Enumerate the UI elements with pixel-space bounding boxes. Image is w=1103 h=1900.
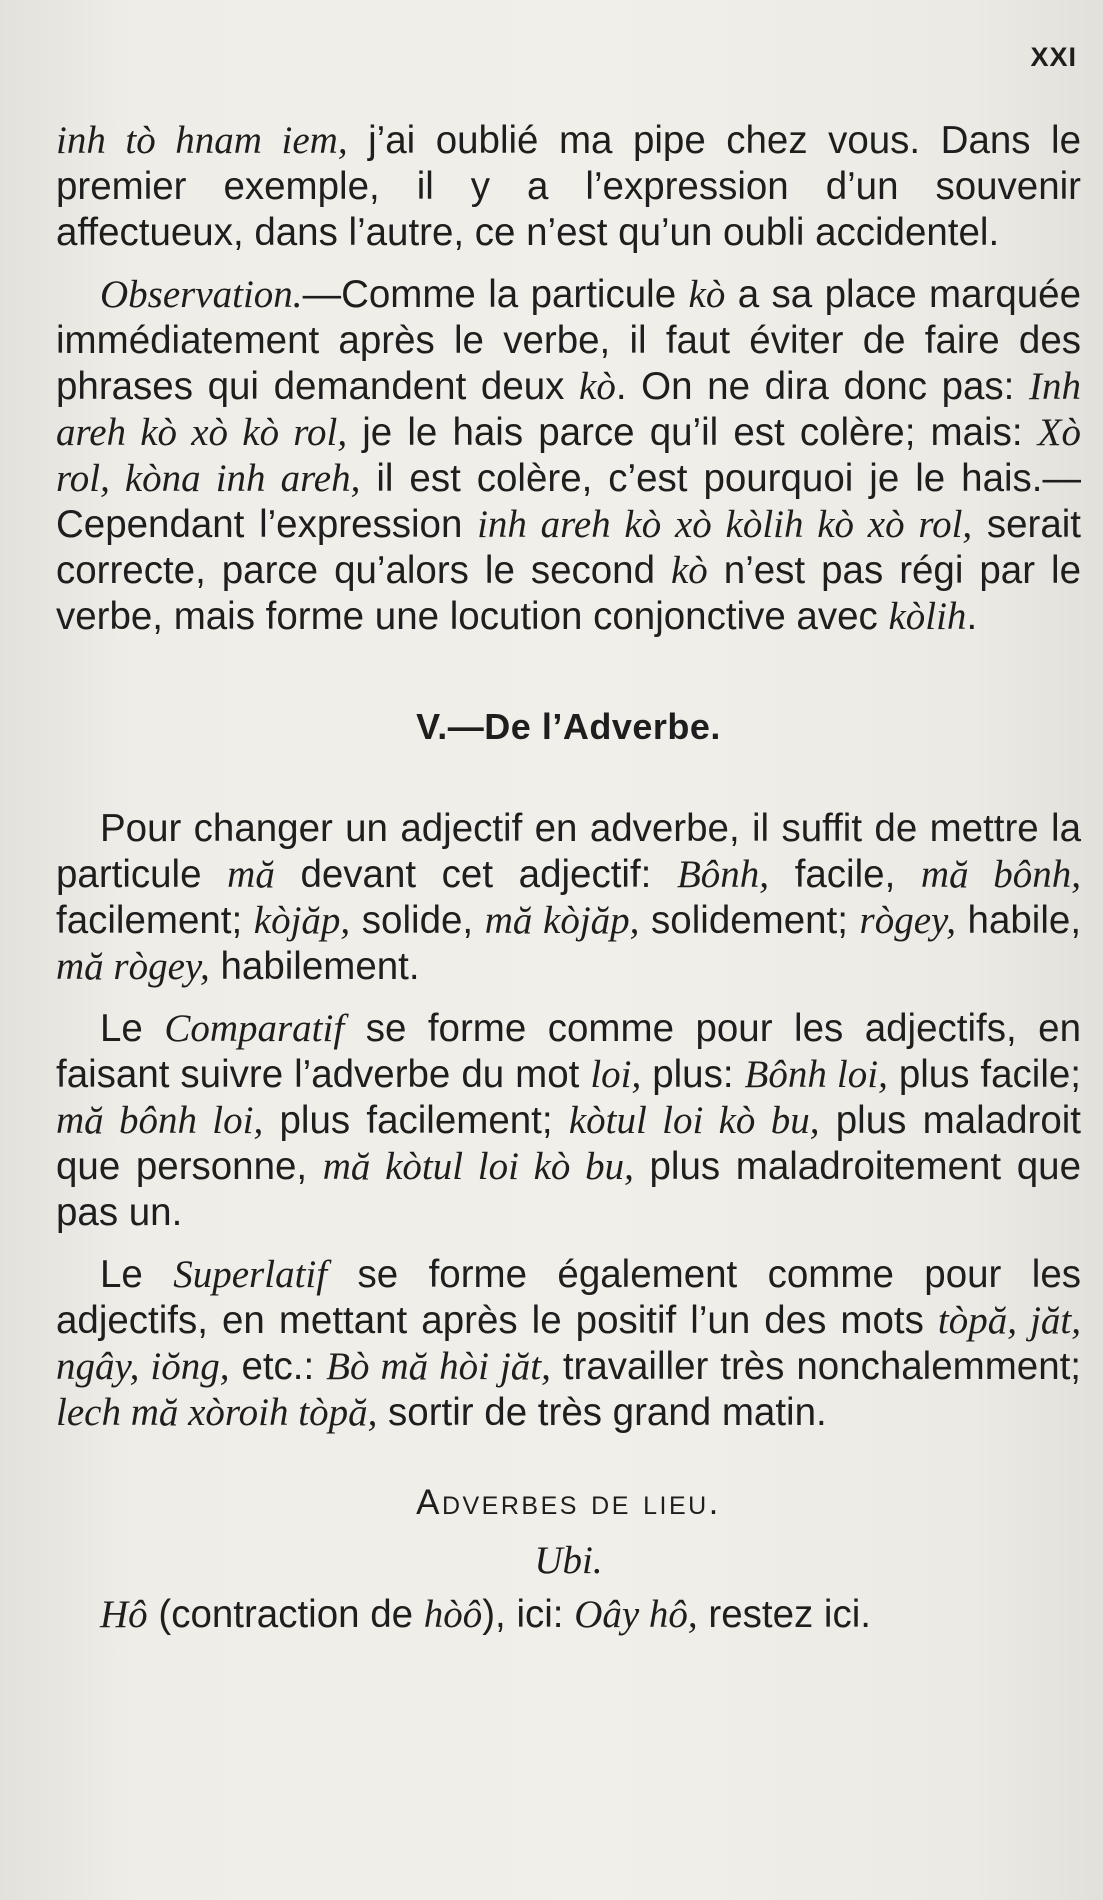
phrase-italic: rògey, [859, 899, 956, 942]
text-run: . On ne dira donc pas: [615, 365, 1029, 408]
text-run: n’est pas régi par le verbe, mais forme une locution conjonctive avec [56, 549, 1081, 638]
phrase-italic: kòjăp, [253, 899, 351, 942]
text-run: plus maladroitement que pas un. [56, 1145, 1081, 1234]
text-run: j’ai oublié ma pipe chez vous. Dans le premier exemple, il y a l’expression d’un souvenir affectueux, dans l’autre, ce n’est qu’un oubli accidentel. [56, 119, 1082, 254]
text-run: je le hais parce qu’il est colère; mais: [347, 411, 1038, 454]
section-heading: V.—De l’Adverbe. [416, 706, 721, 747]
text-run: Le [100, 1007, 165, 1050]
text-run: habile, [955, 899, 1082, 942]
phrase-italic: Ubi. [534, 1539, 603, 1582]
paragraph-observation [56, 272, 1081, 640]
text-run: Pour changer un adjectif en adverbe, il suffit de mettre la particule [56, 807, 1081, 896]
phrase-italic: kò [688, 273, 726, 316]
phrase-italic: inh areh kò xò kòlih kò xò rol, [477, 503, 973, 546]
text-run: . [966, 595, 978, 638]
phrase-italic: mă [227, 853, 275, 896]
text-run: plus facile; [887, 1053, 1082, 1096]
text-run: (contraction de [147, 1593, 424, 1636]
paragraph-adverb [56, 806, 1081, 990]
paragraph-ho [56, 1592, 1081, 1638]
text-run: ), ici: [482, 1593, 575, 1636]
phrase-italic: Hô [100, 1593, 148, 1636]
text-run: facilement; [56, 899, 254, 942]
subheading: Adverbes de lieu. [416, 1483, 721, 1522]
phrase-italic: loi, [590, 1053, 642, 1096]
phrase-italic: mă kòtul loi kò bu, [322, 1145, 634, 1188]
phrase-italic: Bò mă hòi jăt, [326, 1345, 551, 1388]
text-run: restez ici. [697, 1593, 871, 1636]
text-run: plus: [641, 1053, 745, 1096]
paragraph-continuation [56, 118, 1081, 256]
phrase-italic: tòpă, jăt, ngây, iŏng, [56, 1299, 1082, 1388]
text-run: solide, [350, 899, 485, 942]
text-run: solidement; [639, 899, 860, 942]
phrase-italic: Oây hô, [574, 1593, 698, 1636]
phrase-italic: mă bônh loi, [56, 1099, 264, 1142]
paragraph-comparatif [56, 1006, 1081, 1236]
latin-heading [56, 1538, 1081, 1584]
text-run: travailler très nonchalemment; [550, 1345, 1081, 1388]
text-run: serait correcte, parce qu’alors le second [56, 503, 1082, 592]
phrase-italic: kòtul loi kò bu, [568, 1099, 820, 1142]
phrase-italic: Observation. [100, 273, 303, 316]
text-run: se forme comme pour les adjectifs, en faisant suivre l’adverbe du mot [56, 1007, 1081, 1096]
phrase-italic: Comparatif [164, 1007, 345, 1050]
phrase-italic: Inh areh kò xò kò rol, [56, 365, 1081, 454]
phrase-italic: mă bônh, [920, 853, 1082, 896]
phrase-italic: mă kòjăp, [484, 899, 640, 942]
phrase-italic: inh tò hnam iem, [56, 119, 348, 162]
phrase-italic: Bônh, [676, 853, 770, 896]
text-run: il est colère, c’est pourquoi je le hais.—Cependant l’expression [56, 457, 1081, 546]
text-run: Le [100, 1253, 174, 1296]
text-run: se forme également comme pour les adjectifs, en mettant après le positif l’un des mots [56, 1253, 1081, 1342]
phrase-italic: Bônh loi, [744, 1053, 888, 1096]
body-text [56, 118, 1081, 1638]
text-run: plus maladroit que personne, [56, 1099, 1081, 1188]
page-number: XXI [1030, 42, 1077, 72]
text-run: plus facilement; [263, 1099, 569, 1142]
paragraph-superlatif [56, 1252, 1081, 1436]
text-run: etc.: [229, 1345, 327, 1388]
phrase-italic: mă rògey, [56, 945, 210, 988]
phrase-italic: Superlatif [173, 1253, 328, 1296]
phrase-italic: kòlih [888, 595, 967, 638]
text-run: devant cet adjectif: [274, 853, 677, 896]
text-run: a sa place marquée immédiatement après le verbe, il faut éviter de faire des phrases qui demandent deux [56, 273, 1081, 408]
text-run: habilement. [209, 945, 420, 988]
phrase-italic: hòô [423, 1593, 483, 1636]
phrase-italic: Xò rol, kòna inh areh, [56, 411, 1081, 500]
text-run: sortir de très grand matin. [377, 1391, 827, 1434]
phrase-italic: kò [671, 549, 708, 592]
phrase-italic: lech mă xòroih tòpă, [56, 1391, 378, 1434]
text-run: —Comme la particule [302, 273, 689, 316]
phrase-italic: kò [579, 365, 616, 408]
text-run: facile, [769, 853, 921, 896]
